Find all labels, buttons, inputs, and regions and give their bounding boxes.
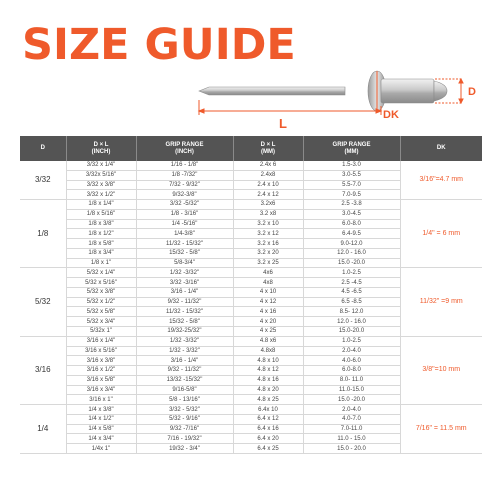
- cell-grip-inch: 9/32-3/8": [136, 190, 233, 200]
- cell-dxl-inch: 1/4 x 1/2": [66, 414, 136, 424]
- cell-dxl-mm: 4x8: [233, 278, 303, 288]
- cell-dxl-inch: 5/32 x 5/8": [66, 307, 136, 317]
- cell-dxl-mm: 6.4 x 25: [233, 444, 303, 454]
- cell-dxl-inch: 1/8 x 1/2": [66, 229, 136, 239]
- diameter-label: D: [468, 86, 476, 98]
- cell-dxl-inch: 1/8 x 5/16": [66, 209, 136, 219]
- cell-grip-mm: 8.5- 12.0: [303, 307, 400, 317]
- column-header-dxl-inch: D × L (INCH): [66, 136, 136, 161]
- cell-dxl-inch: 1/4 x 5/8": [66, 424, 136, 434]
- cell-dxl-mm: 4.8 x 10: [233, 356, 303, 366]
- cell-grip-mm: 1.5-3.0: [303, 161, 400, 170]
- cell-grip-mm: 7.0-9.5: [303, 190, 400, 200]
- cell-dxl-inch: 3/16 x 3/4": [66, 385, 136, 395]
- cell-dxl-inch: 1/8 x 1/4": [66, 200, 136, 210]
- cell-dxl-mm: 3.2 x 10: [233, 219, 303, 229]
- column-header-grip-range-inch: GRIP RANGE (INCH): [136, 136, 233, 161]
- cell-grip-inch: 9/32 -7/16": [136, 424, 233, 434]
- table-row: [20, 200, 482, 210]
- column-header-d: D: [20, 136, 66, 161]
- cell-dxl-inch: 3/16 x 1/4": [66, 336, 136, 346]
- cell-grip-inch: 15/32 - 5/8": [136, 248, 233, 258]
- cell-dxl-mm: 2.4x8: [233, 170, 303, 180]
- cell-grip-mm: 15.0 - 20.0: [303, 444, 400, 454]
- group-dk: 11/32" =9 mm: [400, 268, 482, 336]
- cell-grip-mm: 2.5 -4.5: [303, 278, 400, 288]
- dk-label: DK: [383, 109, 399, 121]
- cell-grip-mm: 15.0-20.0: [303, 327, 400, 337]
- cell-grip-inch: 5/32 - 9/16": [136, 414, 233, 424]
- cell-dxl-inch: 3/32 x 3/8": [66, 180, 136, 190]
- cell-grip-mm: 4.5 -6.5: [303, 287, 400, 297]
- cell-dxl-mm: 4.8 x 12: [233, 366, 303, 376]
- cell-grip-inch: 11/32 - 15/32": [136, 239, 233, 249]
- group-diameter: 3/32: [20, 161, 66, 200]
- cell-dxl-inch: 1/8 x 3/8": [66, 219, 136, 229]
- cell-grip-inch: 1/16 - 1/8": [136, 161, 233, 170]
- cell-grip-inch: 1/32 -3/32": [136, 336, 233, 346]
- cell-grip-mm: 3.0-4.5: [303, 209, 400, 219]
- cell-dxl-mm: 4 x 25: [233, 327, 303, 337]
- cell-dxl-inch: 1/4 x 3/4": [66, 434, 136, 444]
- cell-grip-inch: 19/32 - 3/4": [136, 444, 233, 454]
- cell-dxl-mm: 4 x 16: [233, 307, 303, 317]
- cell-grip-inch: 1/4-3/8": [136, 229, 233, 239]
- cell-dxl-mm: 4.8 x6: [233, 336, 303, 346]
- cell-grip-mm: 2.0-4.0: [303, 346, 400, 356]
- cell-grip-inch: 13/32 -15/32": [136, 375, 233, 385]
- cell-dxl-mm: 4x6: [233, 268, 303, 278]
- cell-grip-inch: 3/16 - 1/4": [136, 356, 233, 366]
- cell-dxl-inch: 1/4 x 3/8": [66, 405, 136, 415]
- cell-dxl-mm: 3.2 x 20: [233, 248, 303, 258]
- cell-dxl-inch: 1/8 x 5/8": [66, 239, 136, 249]
- cell-dxl-inch: 5/32 x 1/2": [66, 297, 136, 307]
- cell-grip-inch: 15/32 - 5/8": [136, 317, 233, 327]
- cell-grip-inch: 1/32 -3/32": [136, 268, 233, 278]
- cell-dxl-mm: 4.8 x 16: [233, 375, 303, 385]
- rivet-mandrel: [199, 87, 345, 95]
- cell-dxl-mm: 3.2 x 12: [233, 229, 303, 239]
- cell-grip-mm: 1.0-2.5: [303, 336, 400, 346]
- cell-grip-inch: 3/32 - 5/32": [136, 405, 233, 415]
- cell-grip-inch: 1/8 -7/32": [136, 170, 233, 180]
- cell-dxl-mm: 6.4 x 12: [233, 414, 303, 424]
- cell-dxl-mm: 4 x 12: [233, 297, 303, 307]
- cell-dxl-inch: 5/32 x 1/4": [66, 268, 136, 278]
- cell-grip-mm: 1.0-2.5: [303, 268, 400, 278]
- size-table: [20, 136, 482, 454]
- group-dk: 1/4" = 6 mm: [400, 200, 482, 268]
- cell-dxl-inch: 3/16 x 1/2": [66, 366, 136, 376]
- cell-grip-mm: 12.0 - 16.0: [303, 317, 400, 327]
- cell-dxl-mm: 4 x 10: [233, 287, 303, 297]
- cell-dxl-inch: 3/32x 5/16": [66, 170, 136, 180]
- cell-dxl-mm: 4.8x8: [233, 346, 303, 356]
- cell-dxl-mm: 4.8 x 20: [233, 385, 303, 395]
- cell-grip-inch: 7/32 - 9/32": [136, 180, 233, 190]
- cell-dxl-mm: 4 x 20: [233, 317, 303, 327]
- cell-grip-mm: 4.0-7.0: [303, 414, 400, 424]
- cell-grip-inch: 1/8 - 3/16": [136, 209, 233, 219]
- column-header-dk: DK: [400, 136, 482, 161]
- cell-grip-mm: 9.0-12.0: [303, 239, 400, 249]
- column-header-grip-range-mm: GRIP RANGE (MM): [303, 136, 400, 161]
- table-row: [20, 268, 482, 278]
- cell-grip-mm: 4.0-6.0: [303, 356, 400, 366]
- cell-grip-inch: 5/8 - 13/16": [136, 395, 233, 405]
- cell-dxl-inch: 3/16 x 5/16": [66, 346, 136, 356]
- cell-grip-inch: 7/16 - 19/32": [136, 434, 233, 444]
- cell-grip-mm: 15.0 -20.0: [303, 395, 400, 405]
- cell-grip-inch: 9/16-5/8": [136, 385, 233, 395]
- rivet-body: [381, 79, 447, 103]
- cell-dxl-inch: 5/32 x 3/4": [66, 317, 136, 327]
- cell-grip-mm: 8.0- 11.0: [303, 375, 400, 385]
- page-title: SIZE GUIDE: [22, 20, 296, 70]
- length-label: L: [279, 116, 287, 131]
- cell-grip-inch: 9/32 - 11/32": [136, 366, 233, 376]
- cell-dxl-inch: 5/32 x 3/8": [66, 287, 136, 297]
- cell-dxl-mm: 6.4 x 20: [233, 434, 303, 444]
- cell-grip-mm: 7.0-11.0: [303, 424, 400, 434]
- cell-dxl-mm: 3.2 x8: [233, 209, 303, 219]
- cell-dxl-inch: 3/32 x 1/2": [66, 190, 136, 200]
- cell-dxl-inch: 3/16 x 5/8": [66, 375, 136, 385]
- group-diameter: 3/16: [20, 336, 66, 404]
- cell-grip-mm: 3.0-5.5: [303, 170, 400, 180]
- cell-grip-mm: 11.0-15.0: [303, 385, 400, 395]
- cell-grip-mm: 5.5-7.0: [303, 180, 400, 190]
- cell-grip-inch: 3/16 - 1/4": [136, 287, 233, 297]
- cell-grip-inch: 1/32 - 3/32": [136, 346, 233, 356]
- cell-grip-mm: 2.0-4.0: [303, 405, 400, 415]
- cell-grip-inch: 19/32-25/32": [136, 327, 233, 337]
- group-dk: 7/16" = 11.5 mm: [400, 405, 482, 454]
- cell-grip-mm: 6.0-8.0: [303, 366, 400, 376]
- group-diameter: 5/32: [20, 268, 66, 336]
- cell-dxl-mm: 3.2 x 25: [233, 258, 303, 268]
- cell-dxl-inch: 3/32 x 1/4": [66, 161, 136, 170]
- cell-dxl-mm: 3.2 x 16: [233, 239, 303, 249]
- cell-dxl-mm: 4.8 x 25: [233, 395, 303, 405]
- cell-dxl-inch: 5/32x 1": [66, 327, 136, 337]
- cell-grip-inch: 3/32 -5/32": [136, 200, 233, 210]
- table-row: [20, 405, 482, 415]
- cell-dxl-inch: 3/16 x 1": [66, 395, 136, 405]
- cell-grip-mm: 12.0 - 16.0: [303, 248, 400, 258]
- cell-dxl-inch: 1/8 x 3/4": [66, 248, 136, 258]
- group-dk: 3/8"=10 mm: [400, 336, 482, 404]
- cell-dxl-mm: 2.4 x 10: [233, 180, 303, 190]
- cell-dxl-mm: 2.4x 6: [233, 161, 303, 170]
- cell-dxl-inch: 5/32 x 5/16": [66, 278, 136, 288]
- cell-grip-mm: 15.0 -20.0: [303, 258, 400, 268]
- group-diameter: 1/8: [20, 200, 66, 268]
- cell-grip-inch: 5/8-3/4": [136, 258, 233, 268]
- cell-dxl-mm: 6.4 x 16: [233, 424, 303, 434]
- column-header-dxl-mm: D × L (MM): [233, 136, 303, 161]
- table-header-row: [20, 136, 482, 161]
- cell-dxl-mm: 2.4 x 12: [233, 190, 303, 200]
- cell-grip-mm: 2.5 -3.8: [303, 200, 400, 210]
- cell-grip-mm: 6.0-8.0: [303, 219, 400, 229]
- cell-dxl-mm: 3.2x6: [233, 200, 303, 210]
- group-diameter: 1/4: [20, 405, 66, 454]
- cell-grip-mm: 6.4-9.5: [303, 229, 400, 239]
- cell-dxl-inch: 1/4x 1": [66, 444, 136, 454]
- cell-grip-inch: 1/4 -5/16": [136, 219, 233, 229]
- cell-grip-inch: 9/32 - 11/32": [136, 297, 233, 307]
- group-dk: 3/16"=4.7 mm: [400, 161, 482, 200]
- cell-grip-inch: 3/32 -3/16": [136, 278, 233, 288]
- cell-dxl-inch: 3/16 x 3/8": [66, 356, 136, 366]
- cell-grip-mm: 11.0 - 15.0: [303, 434, 400, 444]
- rivet-diagram: [185, 66, 485, 132]
- cell-dxl-inch: 1/8 x 1": [66, 258, 136, 268]
- table-row: [20, 336, 482, 346]
- cell-grip-mm: 6.5 -8.5: [303, 297, 400, 307]
- length-dimension: [199, 100, 381, 115]
- table-body: [20, 161, 482, 453]
- table-row: [20, 161, 482, 170]
- cell-grip-inch: 11/32 - 15/32": [136, 307, 233, 317]
- cell-dxl-mm: 6.4x 10: [233, 405, 303, 415]
